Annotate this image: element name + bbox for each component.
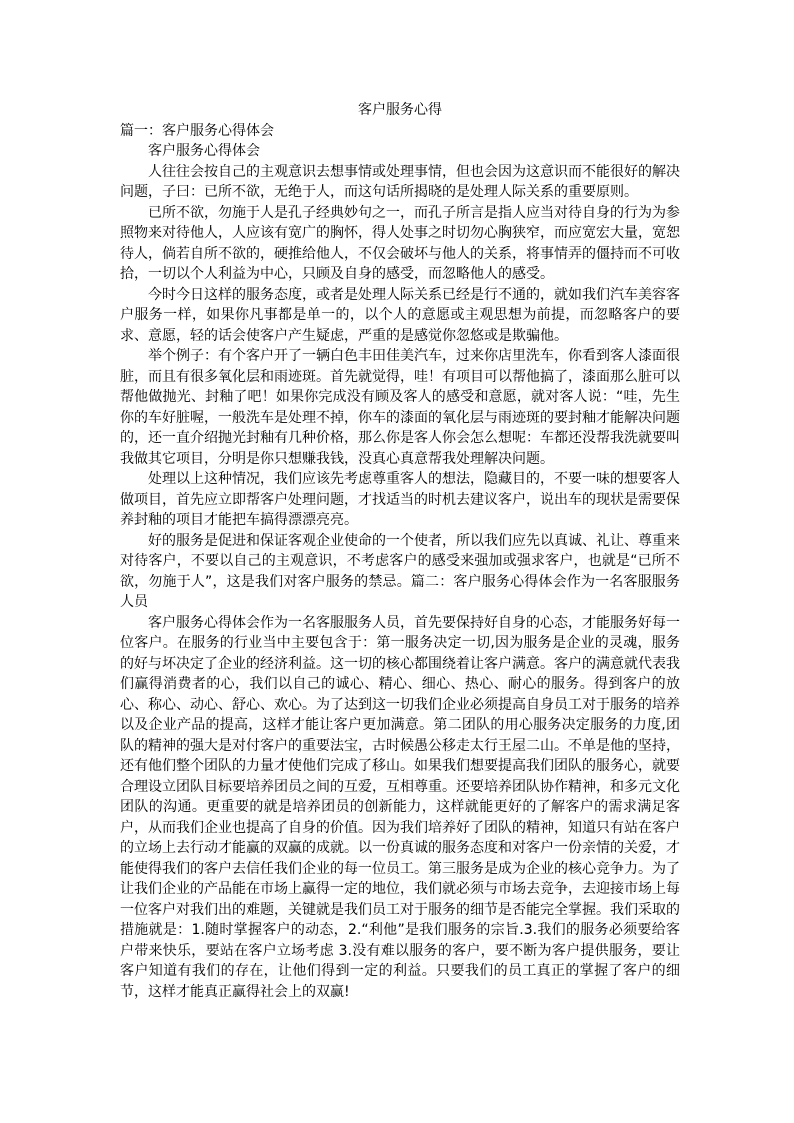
paragraph-3: 今时今日这样的服务态度，或者是处理人际关系已经是行不通的，就如我们汽车美容客户服务一样，如果你凡事都是单一的，以个人的意愿或主观思想为前提，而忽略客户的要求、意愿，轻的话会使客户产生疑虑，严重的是感觉你忽悠或是欺骗他。 (120, 286, 680, 344)
section-heading: 篇一：客户服务心得体会 (120, 122, 274, 139)
paragraph-1: 人往往会按自己的主观意识去想事情或处理事情，但也会因为这意识而不能很好的解决问题，子曰：已所不欲，无绝于人，而这句话所揭晓的是处理人际关系的重要原则。 (120, 163, 680, 200)
document-page (120, 100, 680, 1002)
document-title: 客户服务心得 (358, 102, 442, 118)
paragraph-7: 客户服务心得体会作为一名客服服务人员，首先要保持好自身的心态，才能服务好每一位客户。在服务的行业当中主要包含于：第一服务决定一切,因为服务是企业的灵魂，服务的好与坏决定了企业的经济利益。这一切的核心都围绕着让客户满意。客户的满意就代表我们赢得消费者的心，我们以自己的诚心、精心、细心、热心、耐心的服务。得到客户的放心、称心、动心、舒心、欢心。为了达到这一切我们企业必须提高自身员工对于服务的培养以及企业产品的提高，这样才能让客户更加满意。第二团队的用心服务决定服务的力度,团队的精神的强大是对付客户的重要法宝，古时候愚公移走太行王屋二山。不单是他的坚持，还有他们整个团队的力量才使他们完成了移山。如果我们想要提高我们团队的服务心，就要合理设立团队目标要培养团员之间的互爱，互相尊重。还要培养团队协作精神，和多元文化团队的沟通。更重要的就是培养团员的创新能力，这样就能更好的了解客户的需求满足客户，从而我们企业也提高了自身的价值。因为我们培养好了团队的精神，知道只有站在客户的立场上去行动才能赢的双赢的成就。以一份真诚的服务态度和对客户一份亲情的关爱，才能使得我们的客户去信任我们企业的每一位员工。第三服务是成为企业的核心竞争力。为了让我们企业的产品能在市场上赢得一定的地位，我们就必须与市场去竞争，去迎接市场上每一位客户对我们出的难题，关键就是我们员工对于服务的细节是否能完全掌握。我们采取的措施就是：1.随时掌握客户的动态，2.“利他”是我们服务的宗旨.3.我们的服务必须要给客户带来快乐，要站在客户立场考虑 3.没有难以服务的客户，要不断为客户提供服务，要让客户知道有我们的存在，让他们得到一定的利益。只要我们的员工真正的掌握了客户的细节，这样才能真正赢得社会上的双赢! (120, 614, 680, 1000)
section-subheading: 客户服务心得体会 (148, 143, 260, 159)
paragraph-6: 好的服务是促进和保证客观企业使命的一个使者，所以我们应先以真诚、礼让、尊重来对待客户，不要以自己的主观意识，不考虑客户的感受来强加或强求客户，也就是“已所不欲，勿施于人”，这是我们对客户服务的禁忌。篇二：客户服务心得体会作为一名客服服务人员 (120, 532, 680, 610)
paragraph-2: 已所不欲，勿施于人是孔子经典妙句之一，而孔子所言是指人应当对待自身的行为为参照物来对待他人，人应该有宽广的胸怀，得人处事之时切勿心胸狭窄，而应宽宏大量，宽恕待人，倘若自所不欲的，硬推给他人，不仅会破坏与他人的关系，将事情弄的僵持而不可收拾，一切以个人利益为中心，只顾及自身的感受，而忽略他人的感受。 (120, 204, 680, 282)
paragraph-4: 举个例子：有个客户开了一辆白色丰田佳美汽车，过来你店里洗车，你看到客人漆面很脏，而且有很多氧化层和雨迹斑。首先就觉得，哇！有项目可以帮他搞了，漆面那么脏可以帮他做抛光、封釉了吧！如果你完成没有顾及客人的感受和意愿，就对客人说：“哇，先生你的车好脏喔，一般洗车是处理不掉，你车的漆面的氧化层与雨迹斑的要封釉才能解决问题的，还一直介绍抛光封釉有几种价格，那么你是客人你会怎么想呢：车都还没帮我洗就要叫我做其它项目，分明是你只想赚我钱，没真心真意帮我处理解决问题。 (120, 348, 680, 467)
paragraph-5: 处理以上这种情况，我们应该先考虑尊重客人的想法，隐藏目的，不要一味的想要客人做项目，首先应立即帮客户处理问题，才找适当的时机去建议客户，说出车的现状是需要保养封釉的项目才能把车搞得漂漂亮亮。 (120, 471, 680, 528)
